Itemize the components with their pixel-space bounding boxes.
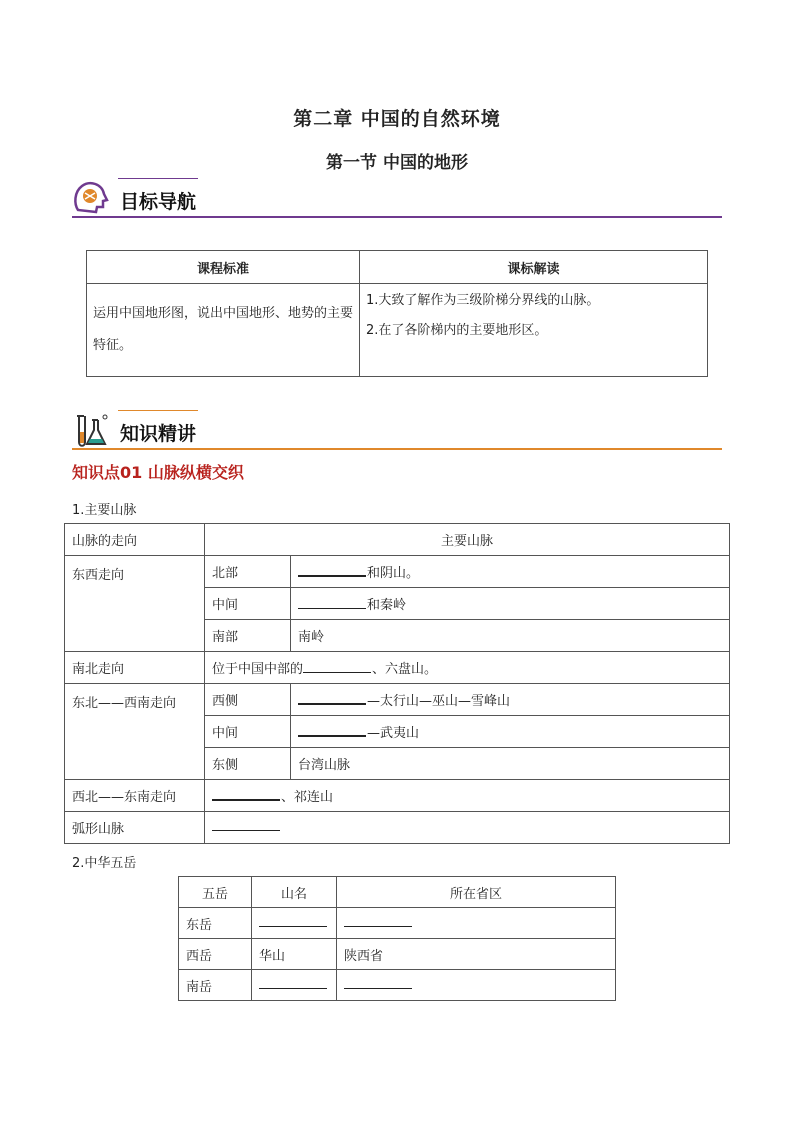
fill-blank[interactable] bbox=[298, 734, 366, 737]
nesw-west-label: 西侧 bbox=[205, 684, 291, 716]
ew-mid-cell bbox=[291, 588, 730, 620]
goal-nav-heading bbox=[72, 178, 722, 218]
fill-blank[interactable] bbox=[259, 925, 327, 927]
ew-north-cell bbox=[291, 556, 730, 588]
east-yue-province bbox=[337, 908, 616, 939]
interpretation-line: 2.在了各阶梯内的主要地形区。 bbox=[366, 323, 548, 338]
interpretation-cell bbox=[360, 284, 708, 377]
ns-label: 南北走向 bbox=[65, 652, 205, 684]
nesw-mid-cell bbox=[291, 716, 730, 748]
cell-text: —武夷山 bbox=[367, 726, 420, 741]
flask-icon bbox=[72, 412, 110, 448]
header-direction: 山脉的走向 bbox=[65, 524, 205, 556]
fill-blank[interactable] bbox=[344, 987, 412, 989]
cell-text: 、六盘山。 bbox=[372, 662, 438, 677]
cell-text: 和秦岭 bbox=[367, 598, 407, 613]
ew-label: 东西走向 bbox=[65, 556, 205, 652]
interpretation-line: 1.大致了解作为三级阶梯分界线的山脉。 bbox=[366, 293, 600, 308]
standard-cell: 运用中国地形图，说出中国地形、地势的主要特征。 bbox=[87, 284, 360, 377]
fill-blank[interactable] bbox=[212, 798, 280, 801]
col-header-interpretation: 课标解读 bbox=[360, 251, 708, 284]
west-yue-province: 陕西省 bbox=[337, 939, 616, 970]
nesw-west-cell bbox=[291, 684, 730, 716]
header-mountain-name: 山名 bbox=[252, 877, 337, 908]
knowledge-point-title: 知识点01 山脉纵横交织 bbox=[72, 463, 244, 482]
knowledge-heading bbox=[72, 410, 722, 450]
col-header-standard: 课程标准 bbox=[87, 251, 360, 284]
nwse-cell bbox=[205, 780, 730, 812]
five-mountains-table bbox=[178, 876, 616, 1001]
header-mountains: 主要山脉 bbox=[205, 524, 730, 556]
cell-text: —太行山—巫山—雪峰山 bbox=[367, 694, 511, 709]
cell-text: 和阴山。 bbox=[367, 566, 420, 581]
south-yue-province bbox=[337, 970, 616, 1001]
nesw-label: 东北——西南走向 bbox=[65, 684, 205, 780]
heading-top-rule bbox=[118, 178, 198, 179]
nwse-label: 西北——东南走向 bbox=[65, 780, 205, 812]
subheading-five-mountains: 2.中华五岳 bbox=[72, 856, 137, 871]
nesw-east-label: 东侧 bbox=[205, 748, 291, 780]
chapter-title: 第二章 中国的自然环境 bbox=[293, 108, 501, 130]
south-yue-name bbox=[252, 970, 337, 1001]
header-yue: 五岳 bbox=[179, 877, 252, 908]
nesw-mid-label: 中间 bbox=[205, 716, 291, 748]
ew-south-label: 南部 bbox=[205, 620, 291, 652]
fill-blank[interactable] bbox=[298, 574, 366, 577]
nesw-east-cell: 台湾山脉 bbox=[291, 748, 730, 780]
heading-bottom-rule bbox=[72, 448, 722, 450]
heading-bottom-rule bbox=[72, 216, 722, 218]
curriculum-table bbox=[86, 250, 708, 377]
fill-blank[interactable] bbox=[259, 987, 327, 989]
fill-blank[interactable] bbox=[298, 702, 366, 705]
arc-cell bbox=[205, 812, 730, 844]
ns-cell bbox=[205, 652, 730, 684]
fill-blank[interactable] bbox=[303, 671, 371, 673]
ew-south-cell: 南岭 bbox=[291, 620, 730, 652]
east-yue-name bbox=[252, 908, 337, 939]
cell-text: 位于中国中部的 bbox=[212, 662, 304, 677]
fill-blank[interactable] bbox=[212, 829, 280, 831]
ew-north-label: 北部 bbox=[205, 556, 291, 588]
header-province: 所在省区 bbox=[337, 877, 616, 908]
goal-nav-title: 目标导航 bbox=[120, 191, 197, 213]
mountain-table bbox=[64, 523, 730, 844]
east-yue-label: 东岳 bbox=[179, 908, 252, 939]
ew-mid-label: 中间 bbox=[205, 588, 291, 620]
fill-blank[interactable] bbox=[344, 925, 412, 927]
brain-head-icon bbox=[72, 180, 110, 216]
subheading-main-mountains: 1.主要山脉 bbox=[72, 503, 137, 518]
section-title: 第一节 中国的地形 bbox=[326, 153, 468, 173]
heading-top-rule bbox=[118, 410, 198, 411]
fill-blank[interactable] bbox=[298, 607, 366, 609]
west-yue-label: 西岳 bbox=[179, 939, 252, 970]
arc-label: 弧形山脉 bbox=[65, 812, 205, 844]
knowledge-title: 知识精讲 bbox=[120, 423, 197, 445]
west-yue-name: 华山 bbox=[252, 939, 337, 970]
cell-text: 、祁连山 bbox=[281, 790, 334, 805]
south-yue-label: 南岳 bbox=[179, 970, 252, 1001]
